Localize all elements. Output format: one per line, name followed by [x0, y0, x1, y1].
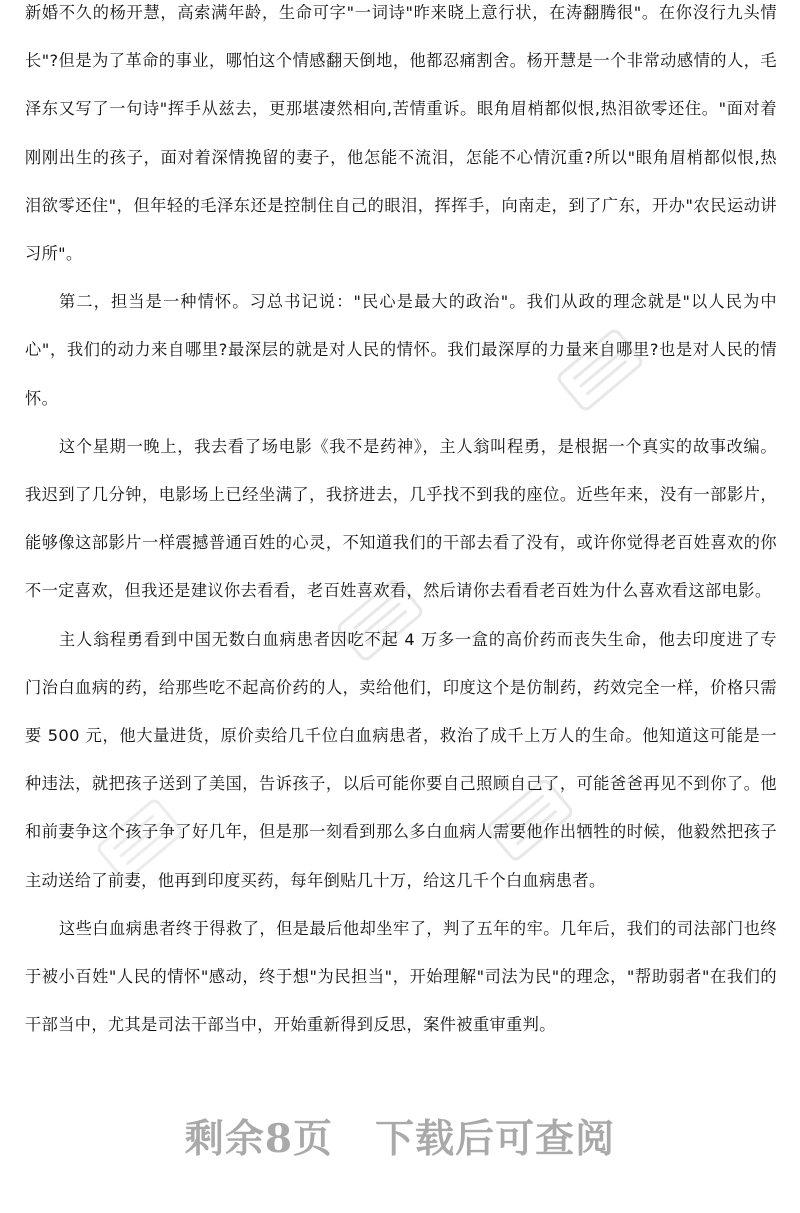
remaining-pages-label: 剩余8页 [184, 1116, 334, 1162]
paragraph: 这个星期一晚上，我去看了场电影《我不是药神》，主人翁叫程勇，是根据一个真实的故事改编。我迟到了几分钟，电影场上已经坐满了，我挤进去，几乎找不到我的座位。近些年来，没有一部影片，能够像这部影片一样震撼普通百姓的心灵，不知道我们的干部去看了没有，或许你觉得老百姓喜欢的你不一定喜欢，但我还是建议你去看看，老百姓喜欢看，然后请你去看看老百姓为什么喜欢看这部电影。 [25, 436, 777, 601]
download-prompt-label: 下载后可查阅 [375, 1116, 616, 1162]
paragraph: 这些白血病患者终于得救了，但是最后他却坐牢了，判了五年的牢。几年后，我们的司法部门也终于被小百姓"人民的情怀"感动，终于想"为民担当"，开始理解"司法为民"的理念，"帮助弱者"在我们的干部当中，尤其是司法干部当中，开始重新得到反思，案件被重审重判。 [25, 918, 777, 1035]
document-body [25, 0, 777, 1049]
paragraph: 新婚不久的杨开慧，高索满年龄，生命可字"一词诗"昨来晓上意行状，在涛翻腾很"。在你沒行九头情长"?但是为了革命的事业，哪怕这个情感翻天倒地，他都忍痛割舍。杨开慧是一个非常动感情的人，毛泽东又写了一句诗"挥手从兹去，更那堪凄然相向,苦情重诉。眼角眉梢都似恨,热泪欲零还住。"面对着刚刚出生的孩子，面对着深情挽留的妻子，他怎能不流泪，怎能不心情沉重?所以"眼角眉梢都似恨,热泪欲零还住"，但年轻的毛泽东还是控制住自己的眼泪，挥挥手，向南走，到了广东，开办"农民运动讲习所"。 [25, 3, 777, 264]
download-banner[interactable] [0, 1108, 800, 1164]
paragraph: 第二，担当是一种情怀。习总书记说："民心是最大的政治"。我们从政的理念就是"以人民为中心"，我们的动力来自哪里?最深层的就是对人民的情怀。我们最深厚的力量来自哪里?也是对人民的情怀。 [25, 292, 777, 408]
paragraph: 主人翁程勇看到中国无数白血病患者因吃不起 4 万多一盒的高价药而丧失生命，他去印度进了专门治白血病的药，给那些吃不起高价药的人，卖给他们，印度这个是仿制药，药效完全一样，价格只需要 500 元，他大量进货，原价卖给几千位白血病患者，救治了成千上万人的生命。他知道这可能是一种违法，就把孩子送到了美国，告诉孩子，以后可能你要自己照顾自己了，可能爸爸再见不到你了。他和前妻争这个孩子争了好几年，但是那一刻看到那么多白血病人需要他作出牺牲的时候，他毅然把孩子主动送给了前妻，他再到印度买药，每年倒贴几十万，给这几千个白血病患者。 [25, 629, 777, 890]
